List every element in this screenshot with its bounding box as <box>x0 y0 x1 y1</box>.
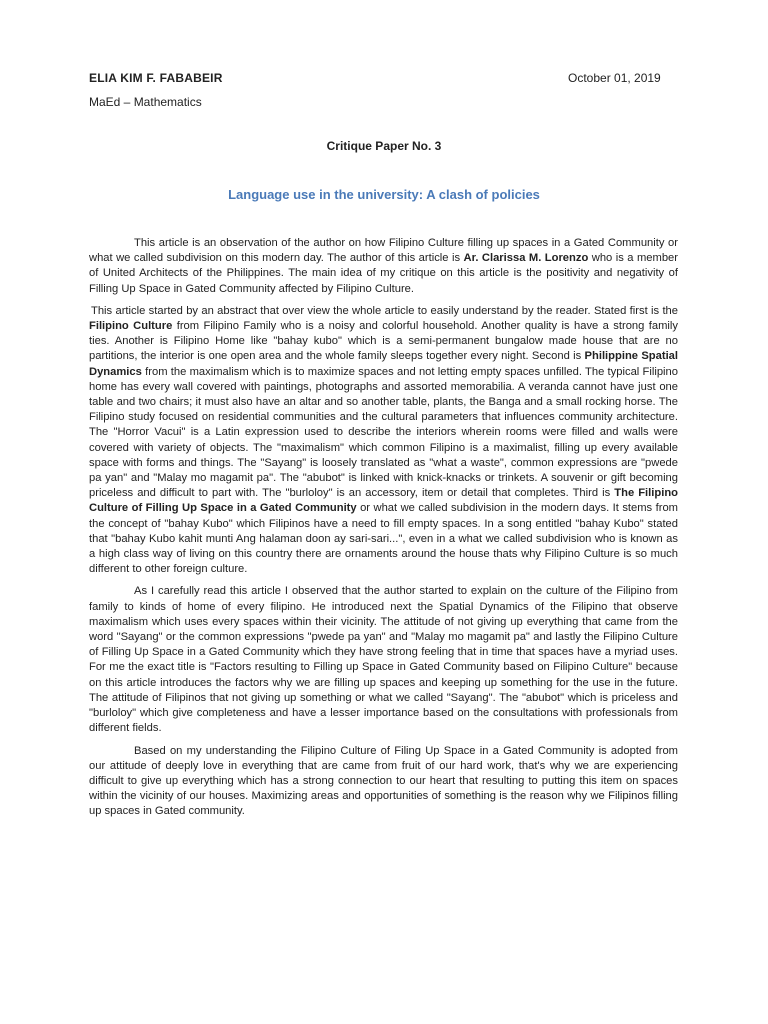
paragraph-text: from the maximalism which is to maximize spaces and not letting empty spaces unfilled. The typical Filipino home has every wall covered with paintings, photographs and assorted memorabilia. A veranda cannot have just one table and two chairs; it must also have an altar and so another table, plants, the Banga and a small rocking horse. The Filipino study focused on residential communities and the cultural parameters that influences community architecture. The "Horror Vacui" is a Latin expression used to describe the interiors wherein rooms were filled and walls were covered with variety of objects. The "maximalism" which common Filipino is a maximalist, filling up every available space with forms and things. The "Sayang" is loosely translated as "what a waste", common expressions are "pwede pa yan" and "Malay mo magamit pa". The "abubot" is linked with knick-knacks or trinkets. A souvenir or gift becoming priceless and difficult to part with. The "burloloy" is an accessory, item or detail that completes. Third is <box>89 365 678 500</box>
paragraph-text: from Filipino Family who is a noisy and colorful household. Another quality is have a strong family ties. Another is Filipino Home like "bahay kubo" which is a semi-permanent bungalow made house that are no partitions, the interior is one open area and the whole family sleeps together every night. Second is <box>89 320 678 363</box>
author-of-article: Ar. Clarissa M. Lorenzo <box>463 252 589 265</box>
author-degree: MaEd – Mathematics <box>89 95 202 109</box>
paragraph-analysis: As I carefully read this article I observed that the author started to explain on the culture of the Filipino from family to kinds of home of every filipino. He introduced next the Spatial Dynamics of the Filipino that observe maximalism which uses every spaces within their vicinity. The attitude of not giving up everything that came from the word "Sayang" or the common expressions "pwede pa yan" and "Malay mo magamit pa" and lastly the Filipino Culture of Filling Up Space in a Gated Community which they have strong feeling that in time that spaces have a myriad uses. For me the exact title is "Factors resulting to Filling up Space in Gated Community based on Filipino Culture" because on this article introduces the factors why we are filling up spaces and keeping up something for the use in the future. The attitude of Filipinos that not giving up something or what we called "Sayang". The "abubot" which is priceless and "burloloy" which give completeness and have a lesser importance based on the consultations with professionals from different fields. <box>89 585 678 735</box>
paragraph-conclusion: Based on my understanding the Filipino Culture of Filing Up Space in a Gated Community is adopted from our attitude of deeply love in everything that are came from fruit of our hard work, that's why we are experiencing difficult to give up everything which has a strong connection to our heart that resulting to putting this item on spaces within the vicinity of our houses. Maximizing areas and opportunities of something is the reason why we Filipinos filling up spaces in Gated community. <box>89 744 678 818</box>
paragraph-text: This article started by an abstract that over view the whole article to easily understand by the reader. Stated first is the <box>91 304 678 317</box>
critique-paper-title: Critique Paper No. 3 <box>326 139 442 153</box>
emphasis-filling-up-space: The Filipino Culture of Filling Up Space in a Gated Community <box>89 487 678 515</box>
paragraph-text: or what we called subdivision in the modern days. It stems from the concept of "bahay Kubo" which Filipinos have a need to fill empty spaces. In a song entitled "bahay Kubo" stated that "bahay Kubo kahit munti Ang halaman doon ay sari-sari...", even in a what we called subdivision who is known as a high class way of living on this country there are ornaments around the house thats why Filipino Culture is so much different to other foreign culture. <box>89 502 678 576</box>
document-body <box>89 236 678 827</box>
paragraph-summary <box>89 304 678 578</box>
emphasis-spatial-dynamics: Philippine Spatial Dynamics <box>89 350 679 378</box>
author-name: ELIA KIM F. FABABEIR <box>89 71 223 85</box>
paragraph-text: who is a member of United Architects of the Philippines. The main idea of my critique on this article is the positivity and negativity of Filling Up Space in Gated Community affected by Filipino Culture. <box>89 252 678 295</box>
paragraph-text: This article is an observation of the author on how Filipino Culture filling up spaces in a Gated Community or what we called subdivision on this modern day. The author of this article is <box>89 237 678 265</box>
emphasis-filipino-culture: Filipino Culture <box>89 320 173 333</box>
document-date: October 01, 2019 <box>568 71 661 85</box>
paragraph-introduction <box>89 236 678 297</box>
article-title: Language use in the university: A clash of policies <box>228 187 540 202</box>
